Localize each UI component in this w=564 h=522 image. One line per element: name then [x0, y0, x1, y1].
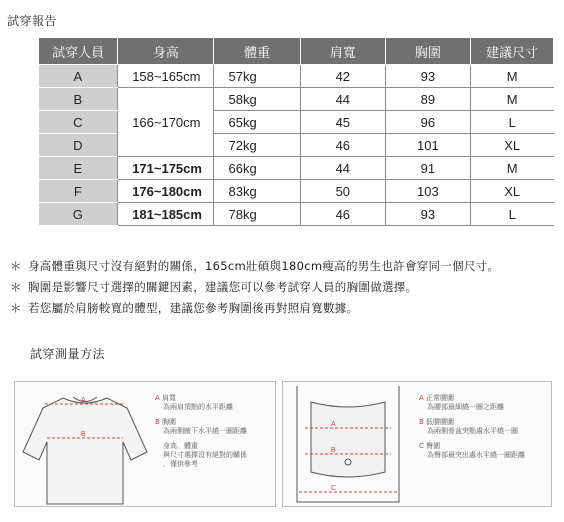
note-text: 胸圍是影響尺寸選擇的關鍵因素，建議您可以參考試穿人員的胸圍做選擇。 [28, 280, 418, 294]
shirt-measure-panel [14, 381, 276, 507]
note-marker: ＊ [10, 280, 22, 294]
legend-title: 正常腰圍 [426, 394, 455, 402]
person-cell: F [39, 180, 118, 203]
measurement-title: 試穿測量方法 [30, 347, 106, 361]
shoulder-cell: 44 [300, 88, 385, 111]
legend-desc: 為臀部最突出處水平繞一圈距離 [427, 451, 525, 459]
height-cell: 176~180cm [118, 180, 214, 203]
person-cell: A [39, 65, 118, 88]
legend-title: 身高．體重 [163, 442, 198, 450]
note-marker: ＊ [10, 301, 22, 315]
height-cell: 181~185cm [118, 203, 214, 226]
size-cell: L [470, 203, 553, 226]
col-header-chest: 胸圍 [385, 38, 470, 65]
person-cell: E [39, 157, 118, 180]
person-cell: G [39, 203, 118, 226]
pants-diagram-a: A [331, 421, 336, 428]
shoulder-cell: 46 [300, 134, 385, 157]
table-row [39, 203, 554, 226]
legend-desc: 為兩側骨盆突點處水平繞一圈 [427, 427, 518, 435]
note-item [10, 277, 499, 298]
weight-cell: 78kg [214, 203, 300, 226]
shirt-outline [23, 398, 147, 504]
note-text: 身高體重與尺寸沒有絕對的關係，165cm壯碩與180cm瘦高的男生也許會穿同一個尺寸。 [28, 259, 500, 273]
chest-cell: 103 [385, 180, 470, 203]
shoulder-cell: 46 [300, 203, 385, 226]
chest-cell: 91 [385, 157, 470, 180]
weight-cell: 57kg [214, 65, 300, 88]
legend-title: 低腰腰圍 [426, 418, 455, 426]
height-cell: 171~175cm [118, 157, 214, 180]
legend-key: B [419, 418, 424, 426]
shoulder-cell: 45 [300, 111, 385, 134]
height-cell: 158~165cm [118, 65, 214, 88]
person-cell: D [39, 134, 118, 157]
notes-list [10, 256, 499, 319]
table-row [39, 65, 554, 88]
shirt-diagram-a: A [81, 397, 86, 404]
note-text: 若您屬於肩膀較寬的體型，建議您參考胸圍後再對照肩寬數據。 [28, 301, 359, 315]
legend-desc: 與尺寸選擇沒有絕對的關係 [163, 451, 247, 459]
table-row [39, 111, 554, 134]
shoulder-cell: 44 [300, 157, 385, 180]
legend-title: 臀圍 [426, 442, 441, 450]
note-item [10, 256, 499, 277]
shirt-legend [155, 394, 247, 469]
shirt-diagram-b: B [81, 431, 86, 438]
chest-cell: 93 [385, 65, 470, 88]
chest-cell: 89 [385, 88, 470, 111]
chest-cell: 96 [385, 111, 470, 134]
person-cell: C [39, 111, 118, 134]
shoulder-cell: 42 [300, 65, 385, 88]
table-row [39, 157, 554, 180]
note-item [10, 298, 499, 319]
size-cell: M [470, 88, 553, 111]
table-row [39, 134, 554, 157]
weight-cell: 58kg [214, 88, 300, 111]
legend-desc: 為腰部最細繞一圈之距離 [427, 403, 504, 411]
size-cell: XL [470, 180, 553, 203]
legend-key: A [155, 394, 160, 402]
legend-desc: 為兩側腋下水平繞一圈距離 [163, 427, 247, 435]
shoulder-cell: 50 [300, 180, 385, 203]
pants-diagram-b: B [331, 447, 336, 454]
col-header-person: 試穿人員 [39, 38, 118, 65]
size-cell: M [470, 65, 553, 88]
table-row [39, 180, 554, 203]
chest-cell: 93 [385, 203, 470, 226]
legend-title: 胸圍 [162, 418, 177, 426]
col-header-shoulder: 肩寬 [300, 38, 385, 65]
chest-cell: 101 [385, 134, 470, 157]
table-header-row [39, 38, 554, 65]
table-row [39, 88, 554, 111]
weight-cell: 83kg [214, 180, 300, 203]
legend-desc: 為兩肩頂點的水平距離 [163, 403, 233, 411]
person-cell: B [39, 88, 118, 111]
legend-desc: ．僅供參考 [163, 460, 198, 468]
col-header-weight: 體重 [214, 38, 300, 65]
shirt-diagram [15, 382, 155, 506]
weight-cell: 65kg [214, 111, 300, 134]
weight-cell: 66kg [214, 157, 300, 180]
col-header-size: 建議尺寸 [470, 38, 553, 65]
pants-diagram-c: C [331, 485, 337, 492]
legend-title: 肩寬 [162, 394, 177, 402]
pants-measure-panel [282, 381, 552, 507]
pants-outline [311, 402, 385, 477]
pants-diagram [283, 382, 413, 506]
legend-key: C [419, 442, 424, 450]
size-cell: L [470, 111, 553, 134]
height-cell: 166~170cm [118, 88, 214, 157]
pants-legend [419, 394, 525, 460]
size-table [38, 37, 554, 226]
page-title: 試穿報告 [7, 14, 58, 28]
size-cell: M [470, 157, 553, 180]
size-cell: XL [470, 134, 553, 157]
legend-key: B [155, 418, 160, 426]
legend-key: A [419, 394, 424, 402]
weight-cell: 72kg [214, 134, 300, 157]
note-marker: ＊ [10, 259, 22, 273]
col-header-height: 身高 [118, 38, 214, 65]
